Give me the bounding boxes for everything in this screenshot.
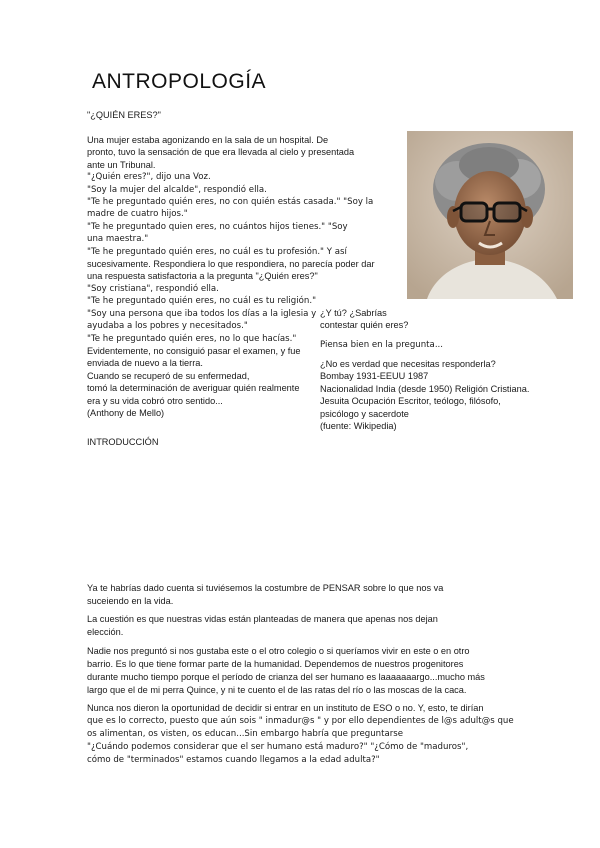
- story-line: Evidentemente, no consiguió pasar el examen, y fue: [87, 345, 301, 356]
- side-think: Piensa bien en la pregunta...: [320, 340, 444, 350]
- story-line: una respuesta satisfactoria a la pregunta "¿Quién eres?": [87, 271, 318, 282]
- story-line: (Anthony de Mello): [87, 407, 165, 418]
- story-line: "Te he preguntado quien eres, no cuántos hijos tienes." "Soy: [87, 221, 348, 232]
- paragraph-line: Ya te habrías dado cuenta si tuviésemos la costumbre de PENSAR sobre lo que nos va: [87, 583, 444, 593]
- paragraph-line: largo que el de mi perra Quince, y ni te cuento el de las ratas del río o las moscas de la caca.: [87, 685, 467, 695]
- paragraph-line: barrio. Es lo que tiene formar parte de la humanidad. Dependemos de nuestros progenitores: [87, 659, 464, 669]
- story-line: "Soy una persona que iba todos los días a la iglesia y: [87, 308, 317, 319]
- story-line: "Soy cristiana", respondió ella.: [87, 283, 219, 294]
- story-line: ayudaba a los pobres y necesitados.": [87, 321, 248, 332]
- story-line: era y su vida cobró otro sentido...: [87, 395, 223, 406]
- paragraph-line: "¿Cuándo podemos considerar que el ser humano está maduro?" "¿Cómo de "maduros",: [87, 742, 469, 752]
- story-line: "Te he preguntado quién eres, no cuál es tu profesión." Y así: [87, 246, 347, 257]
- author-portrait: [407, 131, 573, 299]
- paragraph-line: Nunca nos dieron la oportunidad de decidir si entrar en un instituto de ESO o no. Y, esto, te dirían: [87, 703, 484, 713]
- paragraph: [87, 613, 527, 639]
- paragraph-line: que es lo correcto, puesto que aún sois " inmadur@s " y por ello dependientes de l@s adult@s que: [87, 716, 514, 726]
- story-line: tomó la determinación de averiguar quién realmente: [87, 383, 300, 394]
- story-line: "Te he preguntado quién eres, no cuál es tu religión.": [87, 296, 317, 307]
- story-line: "Te he preguntado quién eres, no con quién estás casada." "Soy la: [87, 197, 374, 208]
- author-bio: [320, 358, 529, 432]
- paragraph: [87, 582, 527, 608]
- page-title: ANTROPOLOGÍA: [92, 70, 267, 93]
- story-line: ante un Tribunal.: [87, 159, 156, 170]
- side-question-line: ¿Y tú? ¿Sabrías: [320, 308, 387, 318]
- bio-line: Jesuita Ocupación Escritor, teólogo, filósofo,: [320, 396, 501, 407]
- story-line: Cuando se recuperó de su enfermedad,: [87, 370, 250, 381]
- side-question-line: contestar quién eres?: [320, 320, 409, 331]
- paragraph: [87, 645, 527, 697]
- subtitle: "¿QUIÉN ERES?": [87, 110, 161, 120]
- intro-heading: INTRODUCCIÓN: [87, 437, 159, 447]
- bio-line: ¿No es verdad que necesitas responderla?: [320, 359, 496, 369]
- story-line: pronto, tuvo la sensación de que era llevada al cielo y presentada: [87, 147, 355, 158]
- story-line: "¿Quién eres?", dijo una Voz.: [87, 172, 211, 183]
- story-line: una maestra.": [87, 234, 149, 245]
- story-line: "Soy la mujer del alcalde", respondió ella.: [87, 184, 267, 195]
- story-line: madre de cuatro hijos.": [87, 209, 188, 220]
- paragraph-line: cómo de "terminados" estamos cuando llegamos a la edad adulta?": [87, 755, 380, 765]
- paragraph-line: elección.: [87, 627, 124, 637]
- paragraph-line: La cuestión es que nuestras vidas están planteadas de manera que apenas nos dejan: [87, 614, 438, 624]
- paragraph-line: durante mucho tiempo porque el período de crianza del ser humano es laaaaaaargo...mucho más: [87, 672, 485, 682]
- side-question: [320, 307, 408, 332]
- bio-line: psicólogo y sacerdote: [320, 408, 409, 419]
- paragraph: [87, 702, 527, 767]
- paragraph-line: os alimentan, os visten, os educan...Sin embargo habría que preguntarse: [87, 729, 404, 739]
- bio-line: Nacionalidad India (desde 1950) Religión Cristiana.: [320, 383, 530, 394]
- story-line: enviada de nuevo a la tierra.: [87, 358, 203, 369]
- bio-line: Bombay 1931-EEUU 1987: [320, 371, 429, 382]
- story-line: Una mujer estaba agonizando en la sala de un hospital. De: [87, 135, 329, 145]
- paragraph-line: Nadie nos preguntó si nos gustaba este o el otro colegio o si queríamos vivir en este o en otro: [87, 646, 470, 656]
- story-line: "Te he preguntado quién eres, no lo que hacías.": [87, 333, 297, 344]
- story-line: sucesivamente. Respondiera lo que respondiera, no parecía poder dar: [87, 259, 375, 270]
- paragraph-line: suceiendo en la vida.: [87, 596, 174, 606]
- bio-line: (fuente: Wikipedia): [320, 421, 397, 432]
